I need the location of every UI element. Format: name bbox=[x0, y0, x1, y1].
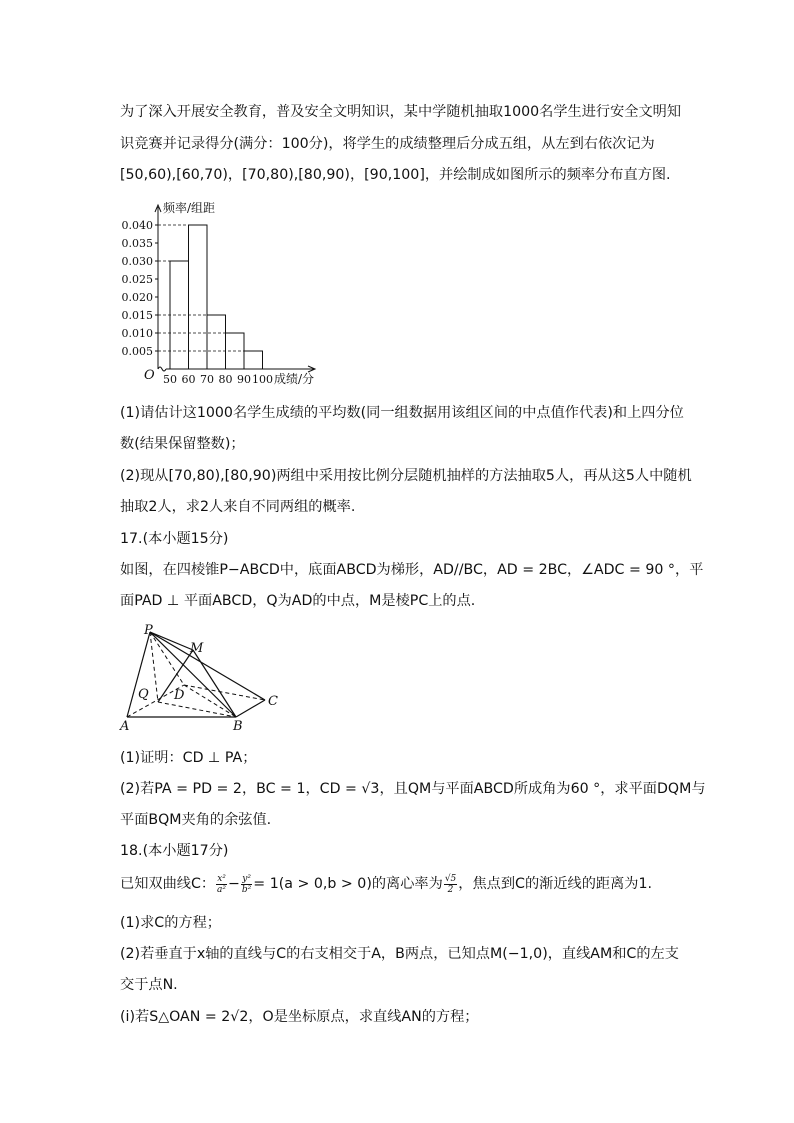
q1-line-2: 数(结果保留整数)； bbox=[120, 436, 245, 452]
origin-label: O bbox=[144, 368, 155, 383]
label-a: A bbox=[120, 719, 130, 734]
p18-text-a: 已知双曲线C： bbox=[120, 876, 216, 892]
q2-line-2: 抽取2人，求2人来自不同两组的概率. bbox=[120, 499, 356, 515]
intro-line-1: 为了深入开展安全教育，普及安全文明知识，某中学随机抽取1000名学生进行安全文明知 bbox=[120, 104, 682, 120]
label-m: M bbox=[190, 641, 204, 656]
p18-line-1 bbox=[120, 872, 652, 896]
p17-header: 17.(本小题15分) bbox=[120, 531, 229, 547]
histogram-bar bbox=[189, 225, 208, 369]
q1-line-1: (1)请估计这1000名学生成绩的平均数(同一组数据用该组区间的中点值作代表)和上四分位 bbox=[120, 405, 684, 421]
p18-q2i: (ⅰ)若S△OAN = 2√2，O是坐标原点，求直线AN的方程； bbox=[120, 1009, 479, 1025]
p18-header: 18.(本小题17分) bbox=[120, 843, 229, 859]
y-axis-label: 频率/组距 bbox=[163, 201, 216, 215]
p17-q2-line-2: 平面BQM夹角的余弦值. bbox=[120, 812, 272, 828]
y-tick-label: 0.020 bbox=[121, 291, 153, 304]
x-tick-label: 50 bbox=[163, 373, 177, 386]
histogram-bar bbox=[244, 351, 263, 369]
label-b: B bbox=[233, 719, 243, 734]
frequency-histogram bbox=[110, 197, 340, 392]
axis-break bbox=[158, 367, 166, 371]
histogram-bar bbox=[207, 315, 226, 369]
p18-q1: (1)求C的方程； bbox=[120, 915, 221, 931]
x-tick-label: 80 bbox=[218, 373, 233, 386]
y-tick-label: 0.005 bbox=[121, 345, 153, 358]
intro-line-2: 识竞赛并记录得分(满分：100分)，将学生的成绩整理后分成五组，从左到右依次记为 bbox=[120, 136, 655, 152]
x-tick-label: 60 bbox=[181, 373, 196, 386]
y-tick-label: 0.025 bbox=[121, 273, 153, 286]
minus-sign: − bbox=[228, 876, 240, 892]
x-tick-label: 70 bbox=[200, 373, 214, 386]
y-tick-label: 0.010 bbox=[121, 327, 153, 340]
x-tick-label: 100 bbox=[252, 373, 273, 386]
q2-line-1: (2)现从[70,80),[80,90)两组中采用按比例分层随机抽样的方法抽取5人，再从这5人中随机 bbox=[120, 468, 692, 484]
p17-q2-line-1: (2)若PA = PD = 2，BC = 1，CD = √3，且QM与平面ABCD所成角为60 °，求平面DQM与 bbox=[120, 781, 706, 797]
label-d: D bbox=[174, 688, 185, 703]
p17-q1: (1)证明：CD ⊥ PA； bbox=[120, 750, 257, 766]
x-axis-label: 成绩/分 bbox=[274, 372, 315, 386]
p17-line-1: 如图，在四棱锥P−ABCD中，底面ABCD为梯形，AD//BC，AD = 2BC，∠ADC = 90 °，平 bbox=[120, 562, 704, 578]
p18-q2-line-2: 交于点N. bbox=[120, 977, 178, 993]
y-tick-label: 0.030 bbox=[121, 255, 153, 268]
fraction-y2-b2: $\frac{\text{y²}}{\text{b²}}$ bbox=[241, 873, 252, 895]
label-q: Q bbox=[138, 687, 149, 702]
y-tick-label: 0.035 bbox=[121, 237, 153, 250]
x-tick-label: 90 bbox=[237, 373, 251, 386]
y-tick-label: 0.040 bbox=[121, 219, 153, 232]
p18-q2-line-1: (2)若垂直于x轴的直线与C的右支相交于A，B两点，已知点M(−1,0)，直线AM和C的左支 bbox=[120, 946, 679, 962]
pyramid-figure bbox=[118, 622, 288, 737]
p18-text-b: = 1(a > 0,b > 0)的离心率为 bbox=[253, 876, 443, 892]
label-p: P bbox=[144, 623, 153, 638]
intro-line-3: [50,60),[60,70)，[70,80),[80,90)，[90,100]，并绘制成如图所示的频率分布直方图. bbox=[120, 167, 671, 183]
label-c: C bbox=[268, 694, 278, 709]
p18-text-c: ，焦点到C的渐近线的距离为1. bbox=[458, 876, 652, 892]
fraction-x2-a2: $\frac{\text{x²}}{\text{a²}}$ bbox=[217, 873, 227, 895]
fraction-sqrt5-2: $\frac{√5}{2}$ bbox=[444, 873, 457, 895]
y-tick-label: 0.015 bbox=[121, 309, 153, 322]
p17-line-2: 面PAD ⊥ 平面ABCD，Q为AD的中点，M是棱PC上的点. bbox=[120, 593, 476, 609]
